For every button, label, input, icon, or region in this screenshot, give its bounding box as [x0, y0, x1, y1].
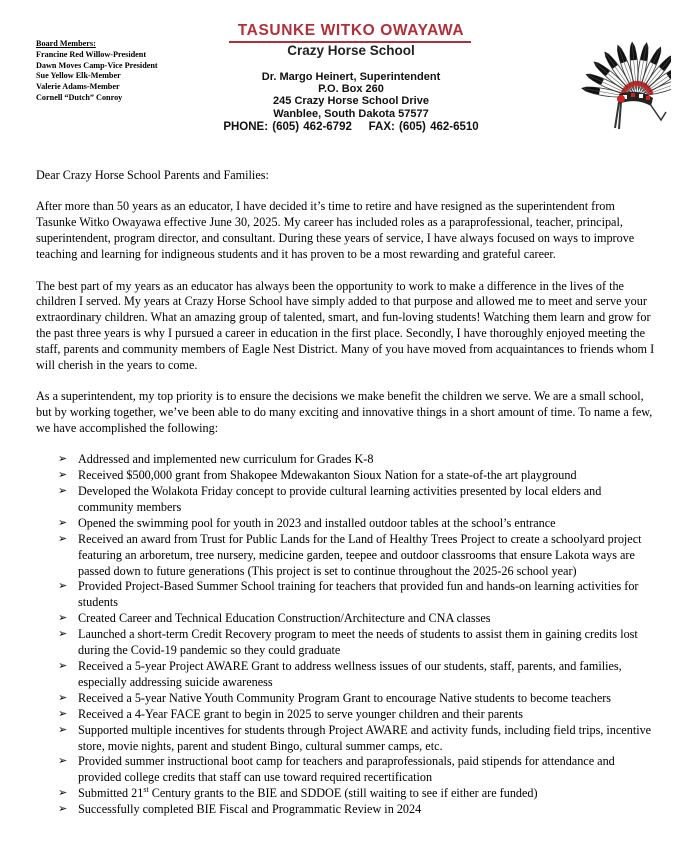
board-member: Cornell “Dutch” Conroy [36, 92, 123, 102]
phone-fax: PHONE: (605) 462-6792 FAX: (605) 462-6510 [223, 121, 479, 133]
list-item: ➢ Received a 5-year Project AWARE Grant to address wellness issues of our students, staff, parents, and families, especially addressing suicide awareness [58, 658, 622, 689]
board-member: Valerie Adams-Member [36, 82, 120, 92]
superintendent-name: Dr. Margo Heinert, Superintendent [261, 71, 441, 83]
arrow-bullet-icon: ➢ [58, 723, 68, 736]
paragraph: After more than 50 years as an educator, I have decided it’s time to retire and have resigned as the superintendent from Tasunke Witko Owayawa effective June 30, 2025. My career has included roles as a paraprofessional, teacher, principal, superintendent, program director, and consultant. During these years of service, I have always focused on ways to improve teaching and learning for indigneous students and it has proven to be a most rewarding and grateful career. [36, 199, 635, 262]
paragraph: As a superintendent, my top priority is to ensure the decisions we make benefit the children we serve. We are a small school, but by working together, we’ve been able to do many exciting and innovative things in a short amount of time. To name a few, we have accomplished the following: [36, 389, 653, 436]
arrow-bullet-icon: ➢ [58, 612, 68, 625]
headband [615, 92, 666, 129]
po-box: P.O. Box 260 [318, 83, 384, 96]
paragraph: The best part of my years as an educator has always been the opportunity to work to make a difference in the lives of the children I served. My years at Crazy Horse School have simply added to that purpose and allowed me to meet and serve your extraordinary children. What an amazing group of talented, smart, and fun-loving students! Watching them learn and grow for the past three years is why I pursued a career in education in the first place. Secondly, I have thoroughly enjoyed meeting the staff, parents and community members of Eagle Nest District. Many of you have moved from acquaintances to friends whom I will cherish in the years to come. [36, 278, 655, 373]
school-name: Crazy Horse School [287, 43, 415, 58]
arrow-bullet-icon: ➢ [58, 787, 68, 800]
board-members [36, 39, 158, 104]
arrow-bullet-icon: ➢ [58, 659, 68, 672]
list-item: ➢ Supported multiple incentives for students through Project AWARE and activity funds, including field trips, incentive store, movie nights, parent and student Bingo, cultural summer camps, etc. [58, 722, 652, 753]
list-item: ➢ Received a 4-Year FACE grant to begin in 2025 to serve younger children and their parents [58, 706, 523, 721]
list-item: ➢ Successfully completed BIE Fiscal and Programmatic Review in 2024 [58, 802, 422, 817]
list-item: ➢ Received $500,000 grant from Shakopee Mdewakanton Sioux Nation for a state-of-the art playground [58, 468, 577, 483]
arrow-bullet-icon: ➢ [58, 485, 68, 497]
city-state-zip: Wanblee, South Dakota 57577 [273, 107, 429, 120]
arrow-bullet-icon: ➢ [58, 469, 68, 482]
arrow-bullet-icon: ➢ [58, 453, 68, 466]
list-item: ➢ Addressed and implemented new curriculum for Grades K-8 [58, 452, 374, 467]
list-item: ➢ Launched a short-term Credit Recovery program to meet the needs of students to assist them in gaining credits lost during the Covid-19 pandemic so they could graduate [58, 627, 638, 658]
list-item: ➢ Opened the swimming pool for youth in 2023 and installed outdoor tables at the school’s entrance [58, 515, 556, 530]
arrow-bullet-icon: ➢ [58, 803, 68, 816]
board-heading: Board Members: [36, 39, 96, 48]
list-item: ➢ Developed the Wolakota Friday concept to provide cultural learning activities presented by local elders and community members [58, 484, 602, 514]
arrow-bullet-icon: ➢ [58, 691, 68, 704]
street-address: 245 Crazy Horse School Drive [273, 95, 429, 108]
board-member: Sue Yellow Elk-Member [36, 71, 121, 81]
letter-body [36, 168, 656, 818]
accomplishments-list [36, 452, 656, 818]
list-item: ➢ Provided Project-Based Summer School training for teachers that provided fun and hands-on learning activities for students [58, 579, 639, 610]
address-block [160, 71, 542, 120]
list-item: ➢ Provided summer instructional boot camp for teachers and paraprofessionals, paid stipends for attendance and provided college credits that staff can use toward required recertification [58, 754, 615, 785]
list-item: ➢ Received an award from Trust for Public Lands for the Land of Healthy Trees Project to create a schoolyard project featuring an arboretum, tree nursery, medicine garden, teepee and outdoor classrooms that ensure Lakota ways are passed down to future generations (This project is set to continue throughout the 2025-26 school year) [58, 531, 642, 578]
board-member: Francine Red Willow-President [36, 49, 147, 59]
list-item: ➢ Created Career and Technical Education Construction/Architecture and CNA classes [58, 611, 491, 626]
list-item: ➢ Received a 5-year Native Youth Community Program Grant to encourage Native students to become teachers [58, 690, 612, 705]
list-item: ➢ Submitted 21st Century grants to the BIE and SDDOE (still waiting to see if either are funded) [58, 785, 538, 801]
board-member: Dawn Moves Camp-Vice President [36, 60, 158, 70]
arrow-bullet-icon: ➢ [58, 707, 68, 720]
arrow-bullet-icon: ➢ [58, 755, 68, 768]
salutation: Dear Crazy Horse School Parents and Families: [36, 168, 269, 182]
arrow-bullet-icon: ➢ [58, 516, 68, 529]
arrow-bullet-icon: ➢ [58, 532, 68, 545]
arrow-bullet-icon: ➢ [58, 628, 68, 641]
org-name: TASUNKE WITKO OWAYAWA [237, 22, 465, 39]
war-bonnet-headdress-icon [553, 32, 671, 130]
arrow-bullet-icon: ➢ [58, 580, 68, 593]
